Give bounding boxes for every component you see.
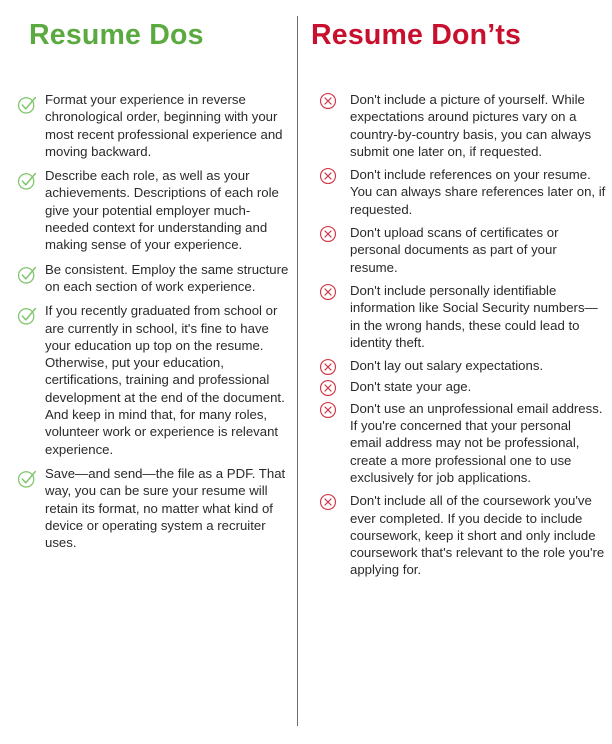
x-circle-icon <box>319 401 337 419</box>
donts-item <box>316 282 606 351</box>
check-circle-icon <box>17 94 38 115</box>
dos-item-text: Format your experience in reverse chronological order, beginning with your most recent professional experience and moving backward. <box>45 92 283 159</box>
x-circle-icon <box>319 379 337 397</box>
x-circle-icon <box>319 92 337 110</box>
x-circle-icon <box>319 358 337 376</box>
x-circle-icon <box>319 493 337 511</box>
donts-item <box>316 357 606 374</box>
dos-heading: Resume Dos <box>29 19 204 51</box>
check-circle-icon <box>17 305 38 326</box>
donts-item <box>316 91 606 160</box>
check-circle-icon <box>17 468 38 489</box>
dos-item <box>17 261 289 296</box>
x-circle-icon <box>319 225 337 243</box>
dos-item <box>17 167 289 253</box>
x-circle-icon <box>319 167 337 185</box>
donts-item-text: Don't include references on your resume. You can always share references later on, if requested. <box>350 167 606 217</box>
dos-item <box>17 465 289 551</box>
donts-list <box>316 91 606 585</box>
check-circle-icon <box>17 264 38 285</box>
dos-item <box>17 91 289 160</box>
dos-item-text: If you recently graduated from school or are currently in school, it's fine to have your education up top on the resume. Otherwise, put your education, certifications, training and professional development at the end of the document. And keep in mind that, for many roles, volunteer work or experience is relevant experience. <box>45 303 285 457</box>
dos-item-text: Save—and send—the file as a PDF. That way, you can be sure your resume will retain its format, no matter what kind of device or operating system a recruiter uses. <box>45 465 286 551</box>
check-circle-icon <box>17 170 38 191</box>
x-circle-icon <box>319 283 337 301</box>
donts-item-text: Don't state your age. <box>350 379 472 395</box>
dos-item-text: Be consistent. Employ the same structure on each section of work experience. <box>45 261 289 294</box>
donts-item-text: Don't use an unprofessional email address. If you're concerned that your personal email address may not be professional, create a more professional one to use exclusively for job applications. <box>350 400 603 485</box>
donts-item <box>316 166 606 218</box>
dos-list <box>17 91 289 558</box>
dos-item-text: Describe each role, as well as your achievements. Descriptions of each role give your potential employer much-needed context for understanding and making sense of your experience. <box>45 168 279 253</box>
donts-item-text: Don't lay out salary expectations. <box>350 358 544 374</box>
donts-item-text: Don't include a picture of yourself. While expectations around pictures vary on a country-by-country basis, you can always submit one later on, if requested. <box>350 92 592 159</box>
donts-item-text: Don't upload scans of certificates or personal documents as part of your resume. <box>350 225 559 275</box>
donts-item <box>316 378 606 395</box>
column-divider <box>297 16 298 726</box>
donts-item <box>316 400 606 486</box>
donts-item <box>316 492 606 578</box>
donts-item-text: Don't include all of the coursework you've ever completed. If you decide to include coursework, keep it short and only include coursework that's relevant to the role you're applying for. <box>350 493 605 578</box>
donts-item <box>316 224 606 276</box>
dos-item <box>17 302 289 458</box>
donts-heading: Resume Don’ts <box>311 19 522 51</box>
donts-item-text: Don't include personally identifiable information like Social Security numbers—in the wrong hands, these could lead to identity theft. <box>350 282 598 350</box>
